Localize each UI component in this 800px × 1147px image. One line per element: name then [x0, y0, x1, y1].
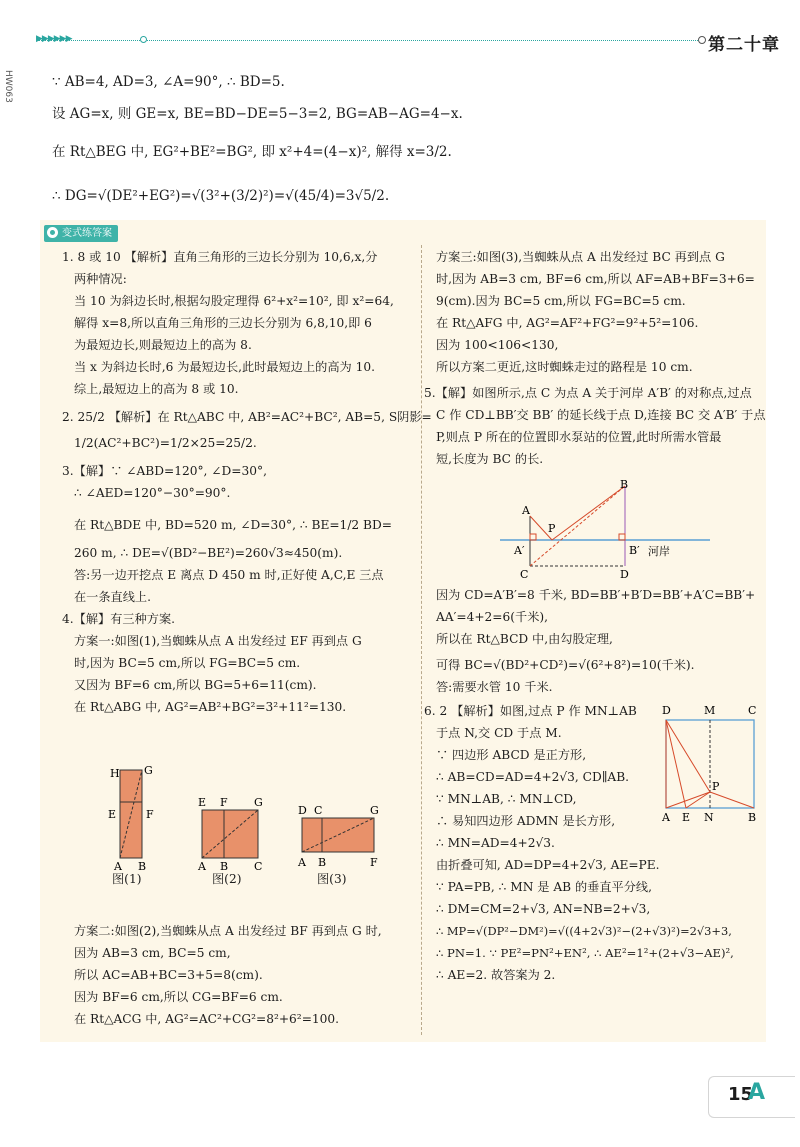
text-line: 时,因为 AB=3 cm, BF=6 cm,所以 AF=AB+BF=3+6= — [436, 272, 755, 286]
text-line: 又因为 BF=6 cm,所以 BG=5+6=11(cm). — [74, 678, 317, 692]
text-line: 因为 AB=3 cm, BC=5 cm, — [74, 946, 231, 960]
page-badge-letter: A — [748, 1080, 766, 1105]
text-line: 方案三:如图(3),当蜘蛛从点 A 出发经过 BC 再到点 G — [436, 250, 725, 264]
right-column — [424, 246, 766, 470]
svg-text:F: F — [146, 808, 154, 821]
left-column — [62, 246, 432, 718]
top-line: ∵ AB=4, AD=3, ∠A=90°, ∴ BD=5. — [52, 74, 285, 90]
text-line: 所以方案二更近,这时蜘蛛走过的路程是 10 cm. — [436, 360, 693, 374]
text-line: ∴ MP=√(DP²−DM²)=√((4+2√3)²−(2+√3)²)=2√3+3, — [436, 924, 732, 938]
header-dot-icon — [698, 36, 706, 44]
page-number: 15 — [728, 1084, 754, 1105]
text-line: 当 10 为斜边长时,根据勾股定理得 6²+x²=10², 即 x²=64, — [74, 294, 394, 308]
text-line: 在一条直线上. — [74, 590, 151, 604]
svg-text:A: A — [522, 504, 530, 517]
svg-text:G: G — [144, 764, 153, 777]
svg-text:A: A — [662, 811, 670, 824]
text-line: ∵ MN⊥AB, ∴ MN⊥CD, — [436, 792, 577, 806]
text-line: 所以 AC=AB+BC=3+5=8(cm). — [74, 968, 263, 982]
text-line: ∴ PN=1. ∵ PE²=PN²+EN², ∴ AE²=1²+(2+√3−AE)², — [436, 946, 734, 960]
right-column-3 — [424, 700, 764, 986]
figure-3 — [297, 804, 379, 869]
page-number-badge — [708, 1076, 798, 1120]
svg-text:A: A — [198, 860, 206, 873]
text-line: 在 Rt△AFG 中, AG²=AF²+FG²=9²+5²=106. — [436, 316, 699, 330]
svg-text:E: E — [108, 808, 117, 821]
text-line: 短,长度为 BC 的长. — [436, 452, 544, 466]
svg-text:E: E — [682, 811, 691, 824]
text-line: 于点 N,交 CD 于点 M. — [436, 726, 562, 740]
svg-text:C: C — [520, 568, 529, 581]
text-line: 1/2(AC²+BC²)=1/2×25=25/2. — [74, 436, 257, 450]
text-line: 时,因为 BC=5 cm,所以 FG=BC=5 cm. — [74, 656, 301, 670]
text-line: 综上,最短边上的高为 8 或 10. — [74, 382, 239, 396]
svg-text:G: G — [370, 804, 379, 817]
text-line: 可得 BC=√(BD²+CD²)=√(6²+8²)=10(千米). — [436, 658, 695, 672]
svg-text:C: C — [314, 804, 323, 817]
top-solution — [52, 66, 772, 212]
text-line: 在 Rt△ACG 中, AG²=AC²+CG²=8²+6²=100. — [74, 1012, 340, 1026]
text-line: 4.【解】有三种方案. — [62, 612, 176, 626]
svg-text:F: F — [370, 856, 378, 869]
bulb-icon — [47, 227, 58, 238]
text-line: 答:需要水管 10 千米. — [436, 680, 553, 694]
side-code: HW063 — [3, 70, 13, 103]
text-line: ∴ AB=CD=AD=4+2√3, CD∥AB. — [436, 770, 630, 784]
svg-text:M: M — [704, 704, 716, 717]
figure-1 — [108, 764, 154, 873]
figure-2 — [197, 796, 263, 873]
svg-text:F: F — [220, 796, 228, 809]
svg-text:B: B — [138, 860, 147, 873]
svg-text:B: B — [748, 811, 757, 824]
text-line: ∴ DM=CM=2+√3, AN=NB=2+√3, — [436, 902, 651, 916]
svg-text:B: B — [620, 478, 629, 491]
text-line: 在 Rt△BDE 中, BD=520 m, ∠D=30°, ∴ BE=1/2 BD= — [74, 518, 392, 532]
river-figure — [500, 478, 710, 583]
chapter-title: 第二十章 — [708, 35, 780, 55]
svg-text:C: C — [254, 860, 263, 873]
text-line: ∵ PA=PB, ∴ MN 是 AB 的垂直平分线, — [436, 880, 652, 894]
svg-text:D: D — [620, 568, 629, 581]
svg-text:E: E — [198, 796, 207, 809]
text-line: 3.【解】∵ ∠ABD=120°, ∠D=30°, — [62, 464, 267, 478]
svg-text:A: A — [114, 860, 122, 873]
svg-text:D: D — [298, 804, 307, 817]
svg-text:C: C — [748, 704, 757, 717]
header-arrows: ▶▶▶▶▶▶ — [36, 34, 72, 44]
text-line: 5.【解】如图所示,点 C 为点 A 关于河岸 A′B′ 的对称点,过点 — [424, 386, 752, 400]
svg-text:B: B — [318, 856, 327, 869]
text-line: 在 Rt△ABG 中, AG²=AB²+BG²=3²+11²=130. — [74, 700, 347, 714]
text-line: ∴ ∠AED=120°−30°=90°. — [74, 486, 231, 500]
figure-caption: 图(2) — [212, 872, 242, 886]
text-line: 2. 25/2 【解析】在 Rt△ABC 中, AB²=AC²+BC², AB=5, S阴影= — [62, 410, 432, 424]
text-line: 6. 2 【解析】如图,过点 P 作 MN⊥AB — [424, 704, 637, 718]
text-line: ∴ 易知四边形 ADMN 是长方形, — [436, 814, 616, 828]
header-dotted-line — [38, 40, 698, 41]
svg-text:B′: B′ — [629, 544, 640, 557]
text-line: 260 m, ∴ DE=√(BD²−BE²)=260√3≈450(m). — [74, 546, 343, 560]
text-line: P,则点 P 所在的位置即水泵站的位置,此时所需水管最 — [436, 430, 722, 444]
text-line: 当 x 为斜边长时,6 为最短边长,此时最短边上的高为 10. — [74, 360, 376, 374]
left-column-2 — [74, 920, 414, 1030]
text-line: 1. 8 或 10 【解析】直角三角形的三边长分别为 10,6,x,分 — [62, 250, 378, 264]
text-line: ∴ MN=AD=4+2√3. — [436, 836, 555, 850]
text-line: 答:另一边开挖点 E 离点 D 450 m 时,正好使 A,C,E 三点 — [74, 568, 384, 582]
top-line: 在 Rt△BEG 中, EG²+BE²=BG², 即 x²+4=(4−x)², 解得 x=3/2. — [52, 144, 452, 160]
figure-caption: 图(3) — [317, 872, 347, 886]
svg-text:D: D — [662, 704, 671, 717]
text-line: C 作 CD⊥BB′交 BB′ 的延长线于点 D,连接 BC 交 A′B′ 于点 — [436, 408, 766, 422]
top-line: ∴ DG=√(DE²+EG²)=√(3²+(3/2)²)=√(45/4)=3√5/2. — [52, 188, 390, 204]
top-line: 设 AG=x, 则 GE=x, BE=BD−DE=5−3=2, BG=AB−AG=4−x. — [52, 106, 463, 122]
svg-text:G: G — [254, 796, 263, 809]
text-line: 为最短边长,则最短边上的高为 8. — [74, 338, 252, 352]
text-line: ∴ AE=2. 故答案为 2. — [436, 968, 556, 982]
svg-text:A: A — [298, 856, 306, 869]
text-line: 方案二:如图(2),当蜘蛛从点 A 出发经过 BF 再到点 G 时, — [74, 924, 382, 938]
text-line: 因为 BF=6 cm,所以 CG=BF=6 cm. — [74, 990, 283, 1004]
text-line: 由折叠可知, AD=DP=4+2√3, AE=PE. — [436, 858, 660, 872]
answers-tag: 变式练答案 — [44, 225, 118, 242]
svg-text:N: N — [704, 811, 714, 824]
text-line: ∵ 四边形 ABCD 是正方形, — [436, 748, 587, 762]
text-line: AA′=4+2=6(千米), — [436, 610, 549, 624]
spider-figures — [100, 762, 400, 892]
svg-text:P: P — [712, 780, 720, 793]
figure-caption: 图(1) — [112, 872, 142, 886]
svg-text:A′: A′ — [514, 544, 525, 557]
svg-text:B: B — [220, 860, 229, 873]
svg-text:H: H — [110, 767, 120, 780]
text-line: 方案一:如图(1),当蜘蛛从点 A 出发经过 EF 再到点 G — [74, 634, 362, 648]
svg-text:P: P — [548, 522, 556, 535]
text-line: 9(cm).因为 BC=5 cm,所以 FG=BC=5 cm. — [436, 294, 686, 308]
text-line: 因为 100<106<130, — [436, 338, 559, 352]
text-line: 所以在 Rt△BCD 中,由勾股定理, — [436, 632, 613, 646]
header-circle-icon — [140, 36, 147, 43]
text-line: 解得 x=8,所以直角三角形的三边长分别为 6,8,10,即 6 — [74, 316, 372, 330]
text-line: 因为 CD=A′B′=8 千米, BD=BB′+B′D=BB′+A′C=BB′+ — [436, 588, 756, 602]
right-column-2 — [436, 584, 766, 698]
text-line: 两种情况: — [74, 272, 127, 286]
river-label: 河岸 — [648, 545, 670, 558]
column-divider — [421, 245, 422, 1035]
